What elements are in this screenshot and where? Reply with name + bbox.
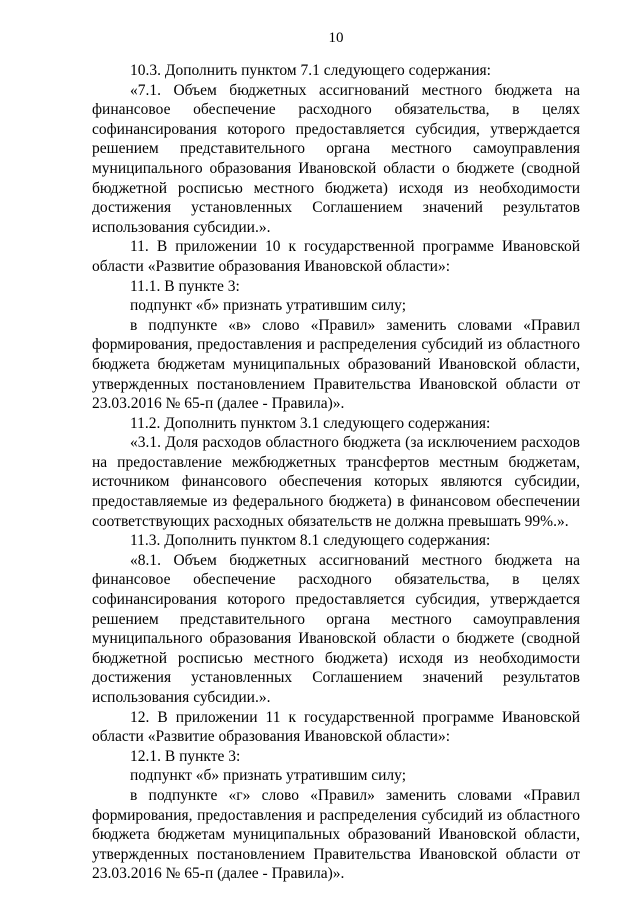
paragraph-8-1-text: «8.1. Объем бюджетных ассигнований местного бюджета на финансовое обеспечение расходного обязательства, в целях софинансирования которого предоставляется субсидия, утверждается решением представительного органа местного самоуправления муниципального образования Ивановской области о бюджете (сводной бюджетной росписью местного бюджета) исходя из необходимости достижения установленных Соглашением значений результатов использования субсидии.».: [92, 551, 580, 706]
document-body: [92, 61, 580, 884]
paragraph-3-1-text: «3.1. Доля расходов областного бюджета (за исключением расходов на предоставление межбюджетных трансфертов местным бюджетам, источником финансового обеспечения которых являются субсидии, предоставляемые из федерального бюджета) в финансовом обеспечении соответствующих расходных обязательств не должна превышать 99%.».: [92, 434, 580, 530]
paragraph-12-1: 12.1. В пункте 3:: [130, 747, 241, 765]
paragraph-10-3: 10.3. Дополнить пунктом 7.1 следующего содержания:: [130, 62, 491, 79]
paragraph-11-1-subpoint-b: подпункт «б» признать утратившим силу;: [130, 297, 407, 315]
paragraph-7-1-text: «7.1. Объем бюджетных ассигнований местного бюджета на финансовое обеспечение расходного обязательства, в целях софинансирования которого предоставляется субсидия, утверждается решением представительного органа местного самоуправления муниципального образования Ивановской области о бюджете (сводной бюджетной росписью местного бюджета) исходя из необходимости достижения установленных Соглашением значений результатов использования субсидии.».: [92, 81, 580, 236]
paragraph-11-3: 11.3. Дополнить пунктом 8.1 следующего содержания:: [130, 532, 491, 550]
paragraph-11: 11. В приложении 10 к государственной программе Ивановской области «Развитие образования Ивановской области»:: [92, 238, 580, 275]
page-number: 10: [328, 30, 344, 46]
paragraph-12-1-subpoint-b: подпункт «б» признать утратившим силу;: [130, 767, 407, 785]
paragraph-12-1-subpoint-g: в подпункте «г» слово «Правил» заменить словами «Правил формирования, предоставления и распределения субсидий из областного бюджета бюджетам муниципальных образований Ивановской области, утвержденных постановлением Правительства Ивановской области от 23.03.2016 № 65-п (далее - Правила)».: [92, 786, 580, 883]
paragraph-11-1-subpoint-v: в подпункте «в» слово «Правил» заменить словами «Правил формирования, предоставления и распределения субсидий из областного бюджета бюджетам муниципальных образований Ивановской области, утвержденных постановлением Правительства Ивановской области от 23.03.2016 № 65-п (далее - Правила)».: [92, 316, 580, 413]
paragraph-12: 12. В приложении 11 к государственной программе Ивановской области «Развитие образования Ивановской области»:: [92, 708, 580, 746]
paragraph-11-1: 11.1. В пункте 3:: [130, 277, 240, 295]
paragraph-11-2: 11.2. Дополнить пунктом 3.1 следующего содержания:: [130, 414, 491, 432]
document-page: [92, 0, 580, 905]
